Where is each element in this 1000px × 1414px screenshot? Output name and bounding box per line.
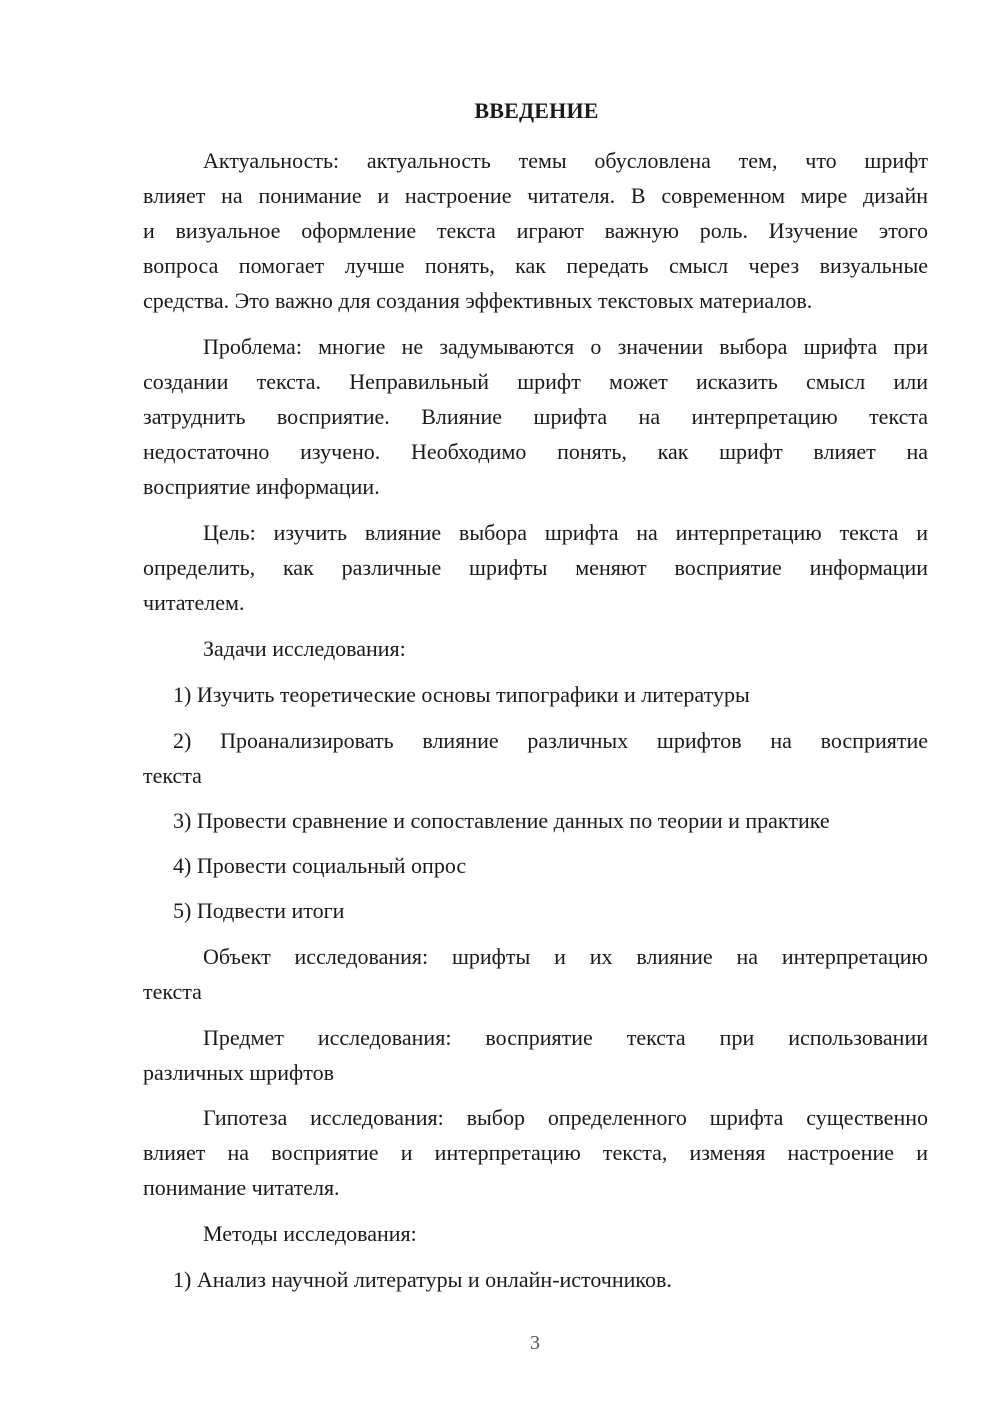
tasks-heading: Задачи исследования: — [203, 636, 406, 661]
goal-line-1: Цель: изучить влияние выбора шрифта на интерпретацию текста и — [203, 520, 928, 545]
relevance-line-2: влияет на понимание и настроение читателя. В современном мире дизайн — [143, 183, 928, 208]
task-item-1: 1) Изучить теоретические основы типографики и литературы — [173, 682, 750, 707]
relevance-line-4: вопроса помогает лучше понять, как передать смысл через визуальные — [143, 253, 928, 278]
task-item-2-line-2: текста — [143, 763, 202, 788]
problem-line-1: Проблема: многие не задумываются о значении выбора шрифта при — [203, 334, 928, 359]
methods-heading: Методы исследования: — [203, 1221, 417, 1246]
hypothesis-line-3: понимание читателя. — [143, 1175, 340, 1200]
goal-line-3: читателем. — [143, 590, 245, 615]
object-line-1: Объект исследования: шрифты и их влияние на интерпретацию — [203, 944, 928, 969]
task-item-5: 5) Подвести итоги — [173, 898, 345, 923]
page-number: 3 — [530, 1332, 540, 1354]
page-title: ВВЕДЕНИЕ — [474, 98, 599, 123]
subject-line-1: Предмет исследования: восприятие текста при использовании — [203, 1025, 928, 1050]
hypothesis-line-2: влияет на восприятие и интерпретацию текста, изменяя настроение и — [143, 1140, 928, 1165]
task-item-4: 4) Провести социальный опрос — [173, 853, 467, 878]
subject-line-2: различных шрифтов — [143, 1060, 335, 1085]
problem-line-4: недостаточно изучено. Необходимо понять, как шрифт влияет на — [143, 439, 928, 464]
relevance-line-3: и визуальное оформление текста играют важную роль. Изучение этого — [143, 218, 928, 243]
hypothesis-line-1: Гипотеза исследования: выбор определенного шрифта существенно — [203, 1105, 928, 1130]
method-item-1: 1) Анализ научной литературы и онлайн-источников. — [173, 1267, 672, 1292]
goal-line-2: определить, как различные шрифты меняют восприятие информации — [143, 555, 928, 580]
problem-line-5: восприятие информации. — [143, 474, 380, 499]
task-item-2-line-1: 2) Проанализировать влияние различных шрифтов на восприятие — [173, 728, 928, 753]
relevance-line-5: средства. Это важно для создания эффективных текстовых материалов. — [143, 288, 813, 313]
relevance-line-1: Актуальность: актуальность темы обусловлена тем, что шрифт — [203, 148, 928, 173]
problem-line-3: затруднить восприятие. Влияние шрифта на интерпретацию текста — [143, 404, 928, 429]
task-item-3: 3) Провести сравнение и сопоставление данных по теории и практике — [173, 808, 830, 833]
object-line-2: текста — [143, 979, 202, 1004]
problem-line-2: создании текста. Неправильный шрифт может исказить смысл или — [143, 369, 928, 394]
